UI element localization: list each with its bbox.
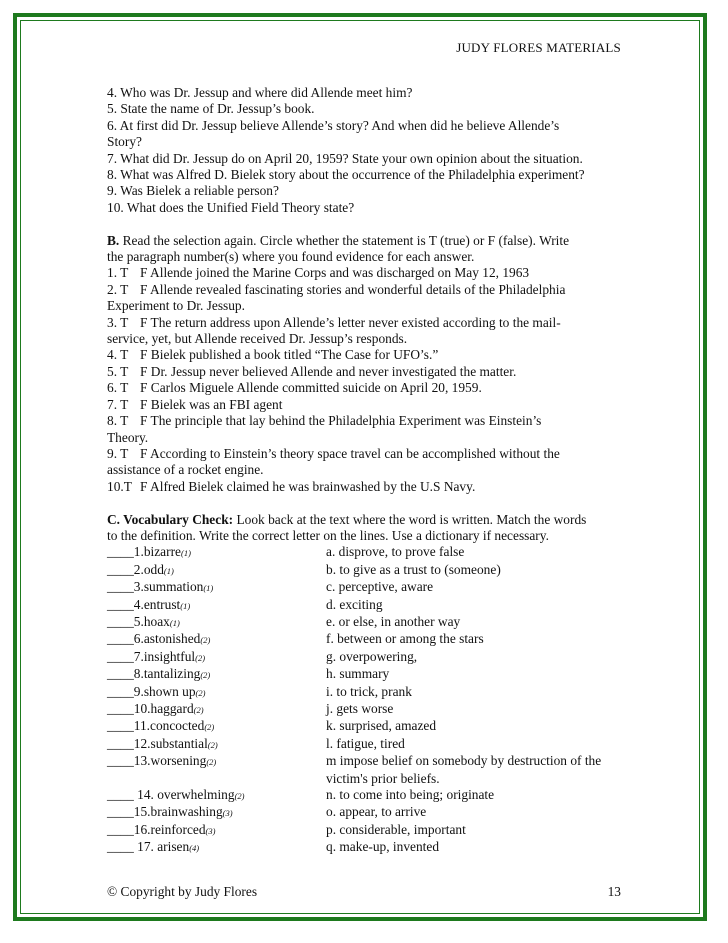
vocab-word: 7.insightful: [133, 648, 196, 664]
question-line: 5. State the name of Dr. Jessup’s book.: [107, 101, 315, 117]
vocab-word: 13.worsening: [133, 753, 207, 769]
vocab-word: 6.astonished: [133, 631, 201, 647]
paragraph-ref: (2): [195, 652, 206, 663]
section-c: [107, 512, 627, 857]
vocab-word: 14. overwhelming: [133, 787, 235, 803]
vocab-word: 10.haggard: [133, 701, 194, 716]
vocab-word-cell: [107, 631, 326, 648]
vocab-definition: d. exciting: [326, 596, 383, 612]
paragraph-ref: (2): [204, 722, 215, 733]
vocab-definition-cont: victim's prior beliefs.: [326, 770, 440, 786]
answer-blank[interactable]: ____: [107, 718, 134, 734]
worksheet-body: [107, 85, 627, 857]
vocab-row-cont: [107, 771, 627, 787]
section-b-intro: [107, 233, 627, 249]
vocab-word-cell: [107, 736, 326, 753]
true-false-item: [107, 479, 627, 495]
vocab-word-cell: [107, 787, 326, 804]
vocab-word-cell: [107, 562, 326, 579]
section-b-instructions: Read the selection again. Circle whether the statement is T (true) or F (false). Write: [119, 232, 570, 248]
paragraph-ref: (2): [200, 635, 211, 646]
vocab-word-cell: [107, 597, 326, 614]
vocab-word: 5.hoax: [133, 613, 170, 629]
vocabulary-list: [107, 544, 627, 856]
vocab-word-cell: [107, 839, 326, 856]
page-number: 13: [607, 884, 621, 899]
true-false-statement: F Bielek was an FBI agent: [140, 396, 283, 412]
answer-blank[interactable]: ____: [107, 631, 134, 647]
true-false-number[interactable]: 2. T: [107, 281, 129, 297]
vocab-row: [107, 579, 627, 596]
page-header: JUDY FLORES MATERIALS: [456, 40, 621, 55]
true-false-statement: F Dr. Jessup never believed Allende and never investigated the matter.: [140, 363, 517, 379]
vocab-word-cell: [107, 718, 326, 735]
vocab-row: [107, 804, 627, 821]
answer-blank[interactable]: ____: [107, 683, 134, 699]
vocab-definition: i. to trick, prank: [326, 683, 412, 699]
paragraph-ref: (4): [189, 843, 200, 854]
vocab-definition: l. fatigue, tired: [326, 735, 405, 751]
true-false-statement: F Alfred Bielek claimed he was brainwashed by the U.S Navy.: [140, 478, 476, 494]
vocab-word-cell: [107, 684, 326, 701]
copyright-footer: © Copyright by Judy Flores: [107, 884, 258, 899]
paragraph-ref: (1): [203, 583, 214, 594]
paragraph-ref: (1): [180, 600, 191, 611]
true-false-item: [107, 315, 627, 331]
true-false-item: [107, 265, 627, 281]
paragraph-ref: (1): [163, 565, 174, 576]
question-list: [107, 85, 627, 216]
section-c-instructions-cont: to the definition. Write the correct letter on the lines. Use a dictionary if necessary.: [107, 527, 549, 543]
answer-blank[interactable]: ____: [107, 544, 134, 560]
vocab-word: 16.reinforced: [133, 821, 206, 837]
vocab-definition: e. or else, in another way: [326, 613, 461, 629]
vocab-word: 1.bizarre: [133, 544, 181, 560]
vocab-definition: g. overpowering,: [326, 648, 418, 664]
true-false-statement-cont: service, yet, but Allende received Dr. Jessup’s responds.: [107, 331, 408, 347]
section-c-intro: [107, 512, 627, 528]
vocab-word-cell: [107, 579, 326, 596]
vocab-row: [107, 544, 627, 561]
question-line: 9. Was Bielek a reliable person?: [107, 183, 279, 199]
answer-blank[interactable]: ____: [107, 735, 134, 751]
vocab-row: [107, 839, 627, 856]
vocab-word: 4.entrust: [133, 596, 181, 612]
true-false-statement: F Carlos Miguele Allende committed suicide on April 20, 1959.: [140, 380, 482, 396]
true-false-item: [107, 397, 627, 413]
vocab-word-cell: [107, 666, 326, 683]
paragraph-ref: (1): [181, 548, 191, 559]
vocab-row: [107, 597, 627, 614]
vocab-definition: b. to give as a trust to (someone): [326, 561, 501, 577]
paragraph-ref: (2): [193, 705, 204, 715]
vocab-row: [107, 684, 627, 701]
true-false-number[interactable]: 4. T: [107, 347, 129, 363]
section-b: [107, 233, 627, 496]
vocab-word: 2.odd: [133, 561, 164, 577]
vocab-row: [107, 701, 627, 718]
vocab-row: [107, 649, 627, 666]
vocab-word: 11.concocted: [133, 718, 205, 734]
vocab-row: [107, 718, 627, 735]
true-false-statement: F The return address upon Allende’s letter never existed according to the mail-: [140, 314, 561, 330]
vocab-word: 8.tantalizing: [133, 666, 201, 682]
section-b-instructions-cont: the paragraph number(s) where you found evidence for each answer.: [107, 249, 475, 265]
question-line: 10. What does the Unified Field Theory state?: [107, 199, 355, 215]
answer-blank[interactable]: ____: [107, 804, 134, 820]
paragraph-ref: (2): [206, 757, 217, 768]
paragraph-ref: (2): [195, 687, 206, 698]
true-false-item: [107, 446, 627, 462]
paragraph-ref: (3): [222, 808, 233, 819]
answer-blank[interactable]: ____: [107, 839, 134, 855]
answer-blank[interactable]: ____: [107, 613, 134, 629]
vocab-word-cell: [107, 649, 326, 666]
true-false-statement: F Allende joined the Marine Corps and was discharged on May 12, 1963: [140, 265, 530, 281]
section-c-label: C. Vocabulary Check:: [107, 511, 234, 527]
answer-blank[interactable]: ____: [107, 579, 134, 595]
vocab-word-cell: [107, 822, 326, 839]
section-c-instructions: Look back at the text where the word is written. Match the words: [233, 511, 587, 527]
vocab-row: [107, 614, 627, 631]
vocab-definition: n. to come into being; originate: [326, 787, 495, 803]
vocab-row: [107, 822, 627, 839]
question-line: 7. What did Dr. Jessup do on April 20, 1959? State your own opinion about the situation.: [107, 150, 583, 166]
section-b-label: B.: [107, 232, 120, 248]
vocab-word: 3.summation: [133, 579, 204, 595]
vocab-word: 15.brainwashing: [133, 804, 223, 820]
true-false-statement: F According to Einstein’s theory space travel can be accomplished without the: [140, 445, 560, 461]
true-false-item: [107, 380, 627, 396]
vocab-definition: a. disprove, to prove false: [326, 544, 465, 560]
paragraph-ref: (2): [207, 739, 218, 750]
true-false-statement-cont: assistance of a rocket engine.: [107, 462, 264, 478]
vocab-row: [107, 666, 627, 683]
true-false-statement-cont: Experiment to Dr. Jessup.: [107, 298, 245, 314]
paragraph-ref: (2): [200, 670, 211, 681]
vocab-definition: j. gets worse: [326, 701, 394, 716]
true-false-item: [107, 364, 627, 380]
true-false-number[interactable]: 8. T: [107, 413, 129, 429]
true-false-number[interactable]: 7. T: [107, 396, 129, 412]
true-false-list: [107, 265, 627, 495]
vocab-definition: h. summary: [326, 666, 390, 682]
vocab-word: 9.shown up: [133, 683, 196, 699]
true-false-number[interactable]: 1. T: [107, 265, 129, 281]
vocab-word: 17. arisen: [133, 839, 190, 855]
true-false-number[interactable]: 5. T: [107, 363, 129, 379]
paragraph-ref: (1): [169, 617, 180, 628]
true-false-number[interactable]: 9. T: [107, 445, 129, 461]
vocab-word-cell: [107, 753, 326, 770]
vocab-definition: k. surprised, amazed: [326, 718, 437, 734]
question-line: 6. At first did Dr. Jessup believe Allende’s story? And when did he believe Allende’s: [107, 117, 560, 133]
vocab-row: [107, 562, 627, 579]
answer-blank[interactable]: ____: [107, 666, 134, 682]
vocab-word-cell: [107, 544, 326, 561]
true-false-statement: F Allende revealed fascinating stories and wonderful details of the Philadelphia: [140, 281, 566, 297]
true-false-item: [107, 347, 627, 363]
true-false-item: [107, 282, 627, 298]
question-line: 8. What was Alfred D. Bielek story about the occurrence of the Philadelphia experiment?: [107, 167, 585, 183]
vocab-word-cell: [107, 804, 326, 821]
true-false-number[interactable]: 3. T: [107, 314, 129, 330]
answer-blank[interactable]: ____: [107, 596, 134, 612]
vocab-definition: p. considerable, important: [326, 821, 466, 837]
true-false-statement-cont: Theory.: [107, 429, 149, 445]
vocab-definition: q. make-up, invented: [326, 839, 440, 855]
vocab-word-cell: [107, 701, 326, 718]
question-line: Story?: [107, 134, 142, 150]
true-false-statement: F Bielek published a book titled “The Case for UFO’s.”: [140, 347, 439, 363]
paragraph-ref: (2): [234, 791, 245, 802]
answer-blank[interactable]: ____: [107, 701, 134, 716]
answer-blank[interactable]: ____: [107, 821, 134, 837]
vocab-word: 12.substantial: [133, 735, 208, 751]
vocab-row: [107, 787, 627, 804]
answer-blank[interactable]: ____: [107, 561, 134, 577]
answer-blank[interactable]: ____: [107, 648, 134, 664]
vocab-definition: f. between or among the stars: [326, 631, 484, 647]
paragraph-ref: (3): [205, 825, 216, 836]
answer-blank[interactable]: ____: [107, 787, 134, 803]
vocab-definition: m impose belief on somebody by destruction of the: [326, 753, 602, 769]
true-false-number[interactable]: 6. T: [107, 380, 129, 396]
true-false-item: [107, 413, 627, 429]
vocab-row: [107, 736, 627, 753]
true-false-statement: F The principle that lay behind the Philadelphia Experiment was Einstein’s: [140, 413, 542, 429]
true-false-number[interactable]: 10.T: [107, 478, 132, 494]
vocab-word-cell: [107, 614, 326, 631]
vocab-definition: c. perceptive, aware: [326, 579, 434, 595]
vocab-definition: o. appear, to arrive: [326, 804, 427, 820]
vocab-row: [107, 753, 627, 770]
answer-blank[interactable]: ____: [107, 753, 134, 769]
question-line: 4. Who was Dr. Jessup and where did Allende meet him?: [107, 85, 413, 100]
vocab-row: [107, 631, 627, 648]
